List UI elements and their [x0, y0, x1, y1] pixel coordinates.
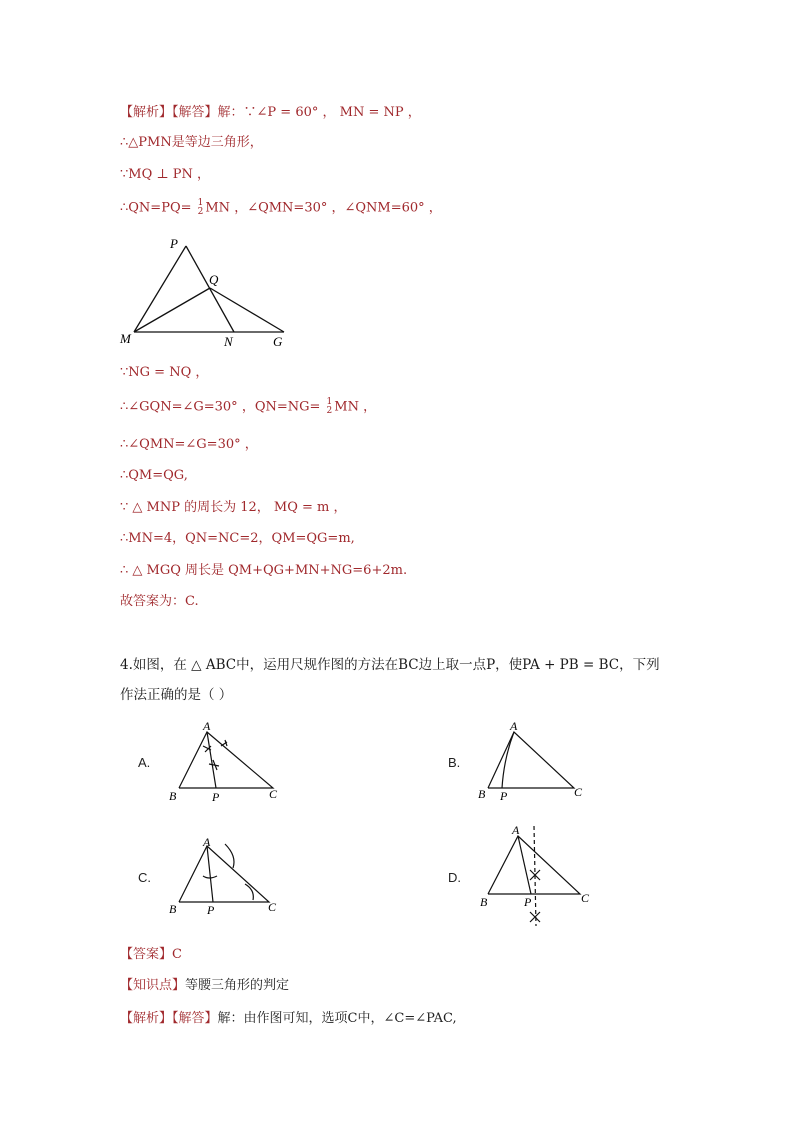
knowledge-line — [120, 977, 289, 995]
label-a: A — [203, 835, 211, 849]
l4-prefix: ∴QN=PQ= — [120, 200, 192, 216]
analysis-text: 解：由作图可知，选项C中，∠C=∠PAC, — [217, 1011, 457, 1026]
label-c: C — [269, 787, 278, 801]
label-p: P — [524, 895, 532, 909]
option-b-figure — [476, 720, 596, 805]
l4-suffix: MN ，∠QMN=30° ，∠QNM=60° ， — [205, 200, 442, 216]
frac-den: 2 — [326, 406, 333, 416]
label-a: A — [203, 719, 211, 733]
l6-suffix: MN ， — [334, 399, 377, 415]
label-a: A — [510, 719, 518, 733]
label-m: M — [120, 331, 131, 346]
option-b-label: B. — [448, 755, 461, 770]
option-d-label: D. — [448, 870, 461, 885]
solution-line-11: ∴ △ MGQ 周长是 QM+QG+MN+NG=6+2m. — [120, 563, 408, 578]
label-b: B — [169, 902, 177, 916]
label-c: C — [268, 900, 277, 914]
knowledge-tag: 【知识点】 — [120, 978, 186, 993]
solution-line-9: ∵ △ MNP 的周长为 12， MQ = m ， — [120, 500, 347, 515]
option-c-figure — [165, 834, 290, 924]
figure-pmng — [110, 232, 310, 352]
option-d-figure — [476, 822, 601, 932]
label-b: B — [169, 789, 177, 803]
answer-tag: 【解答】 — [172, 105, 218, 120]
analysis-tag: 【解析】 — [120, 1011, 173, 1026]
answer-value: C — [172, 947, 182, 962]
label-p: P — [170, 236, 178, 251]
solution-line-7: ∴∠QMN=∠G=30° ， — [120, 437, 258, 452]
label-g: G — [273, 334, 283, 349]
label-p: P — [212, 790, 220, 804]
frac-den: 2 — [197, 207, 204, 217]
label-p: P — [500, 789, 508, 803]
question4-line-1: 4.如图，在 △ ABC中，运用尺规作图的方法在BC边上取一点P，使PA + PB = BC，下列 — [120, 657, 660, 673]
fraction-half — [198, 199, 204, 217]
frac-num: 1 — [326, 397, 333, 407]
label-c: C — [581, 891, 590, 905]
answer-tag: 【答案】 — [120, 947, 173, 962]
label-q: Q — [209, 272, 219, 287]
answer-line — [120, 946, 182, 964]
question4-line-2: 作法正确的是（ ） — [120, 687, 233, 703]
solution-line-5: ∵NG = NQ ， — [120, 365, 209, 380]
label-a: A — [512, 823, 520, 837]
solution-line-4 — [120, 199, 442, 218]
solution-line-12: 故答案为：C. — [120, 594, 199, 609]
analysis-line — [120, 1010, 457, 1028]
option-a-figure — [165, 720, 290, 805]
knowledge-value: 等腰三角形的判定 — [185, 978, 290, 993]
solution-line-1 — [120, 104, 421, 122]
solution-line-8: ∴QM=QG, — [120, 468, 188, 483]
analysis-tag: 【解析】 — [120, 105, 173, 120]
label-b: B — [478, 787, 486, 801]
solution-line-3: ∵MQ ⊥ PN ， — [120, 167, 210, 182]
solution-tag: 【解答】 — [172, 1011, 218, 1026]
label-c: C — [574, 785, 583, 799]
frac-num: 1 — [197, 198, 204, 208]
solution-intro: 解：∵∠P = 60° ， MN = NP ， — [217, 105, 421, 120]
label-b: B — [480, 895, 488, 909]
solution-line-6 — [120, 398, 376, 417]
option-c-label: C. — [138, 870, 151, 885]
fraction-half-2 — [327, 398, 333, 416]
label-n: N — [224, 334, 233, 349]
label-p: P — [207, 903, 215, 917]
l6-prefix: ∴∠GQN=∠G=30° ，QN=NG= — [120, 399, 321, 415]
segment-mp — [134, 246, 186, 332]
segment-pn — [186, 246, 234, 332]
option-a-label: A. — [138, 755, 151, 770]
segment-mq — [134, 288, 210, 332]
solution-line-2: ∴△PMN是等边三角形， — [120, 135, 263, 150]
solution-line-10: ∴MN=4，QN=NC=2，QM=QG=m, — [120, 531, 355, 546]
